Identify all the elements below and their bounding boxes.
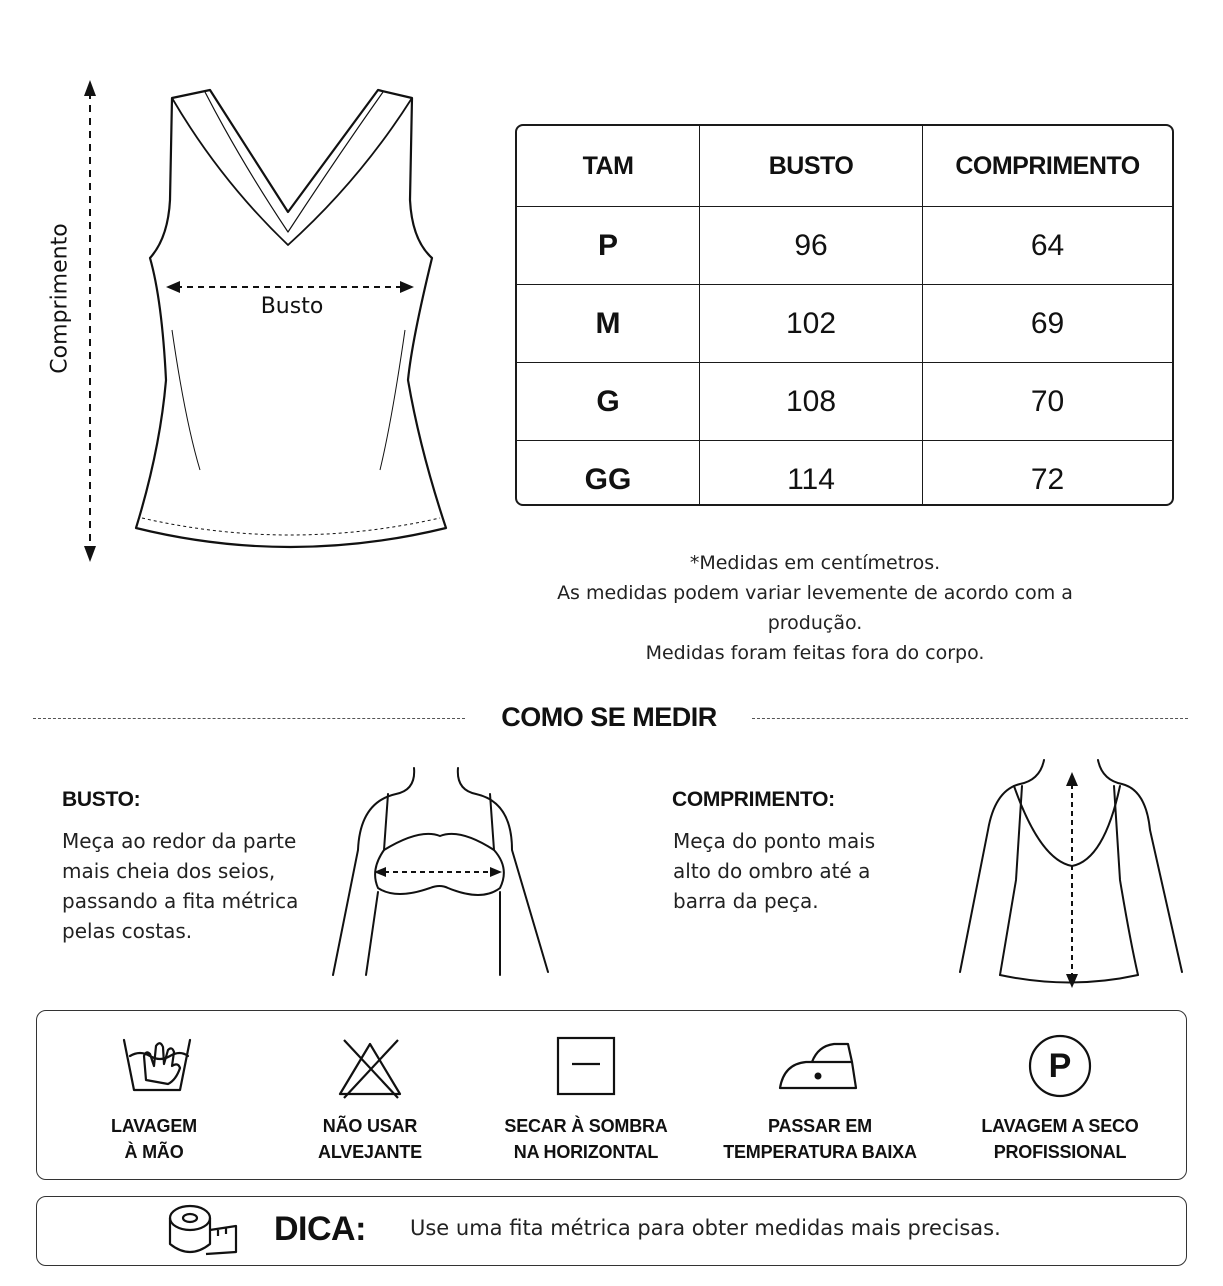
header-bust: BUSTO (700, 126, 923, 207)
bust-cell: 102 (700, 285, 923, 363)
length-cell: 64 (923, 207, 1173, 285)
size-cell: GG (517, 441, 700, 507)
length-cell: 69 (923, 285, 1173, 363)
bust-cell: 114 (700, 441, 923, 507)
care-label-hand-wash: LAVAGEM À MÃO (111, 1116, 197, 1162)
bust-cell: 108 (700, 363, 923, 441)
bust-instructions: Meça ao redor da parte mais cheia dos seios, passando a fita métrica pelas costas. (62, 829, 299, 943)
length-cell: 72 (923, 441, 1173, 507)
how-to-measure-title: COMO SE MEDIR (501, 702, 717, 732)
care-label-dry-flat-shade: SECAR À SOMBRA NA HORIZONTAL (504, 1116, 668, 1162)
note-line: *Medidas em centímetros. (689, 552, 941, 574)
header-length: COMPRIMENTO (923, 126, 1173, 207)
length-cell: 70 (923, 363, 1173, 441)
length-heading: COMPRIMENTO: (672, 788, 835, 811)
bust-label: Busto (260, 294, 324, 319)
bust-heading: BUSTO: (62, 788, 141, 811)
length-label: Comprimento (47, 223, 73, 374)
note-line: As medidas podem variar levemente de acordo com a produção. (557, 582, 1073, 634)
size-cell: G (517, 363, 700, 441)
length-instructions: Meça do ponto mais alto do ombro até a barra da peça. (673, 829, 876, 913)
dry-clean-symbol: P (1048, 1047, 1072, 1085)
size-cell: P (517, 207, 700, 285)
note-line: Medidas foram feitas fora do corpo. (645, 642, 985, 664)
bust-cell: 96 (700, 207, 923, 285)
care-label-dry-clean: LAVAGEM A SECO PROFISSIONAL (981, 1116, 1139, 1162)
care-label-no-bleach: NÃO USAR ALVEJANTE (318, 1116, 422, 1162)
care-label-iron-low: PASSAR EM TEMPERATURA BAIXA (723, 1116, 917, 1162)
tip-label: DICA: (274, 1210, 366, 1248)
header-size: TAM (517, 126, 700, 207)
tip-text: Use uma fita métrica para obter medidas mais precisas. (410, 1216, 1001, 1240)
size-cell: M (517, 285, 700, 363)
